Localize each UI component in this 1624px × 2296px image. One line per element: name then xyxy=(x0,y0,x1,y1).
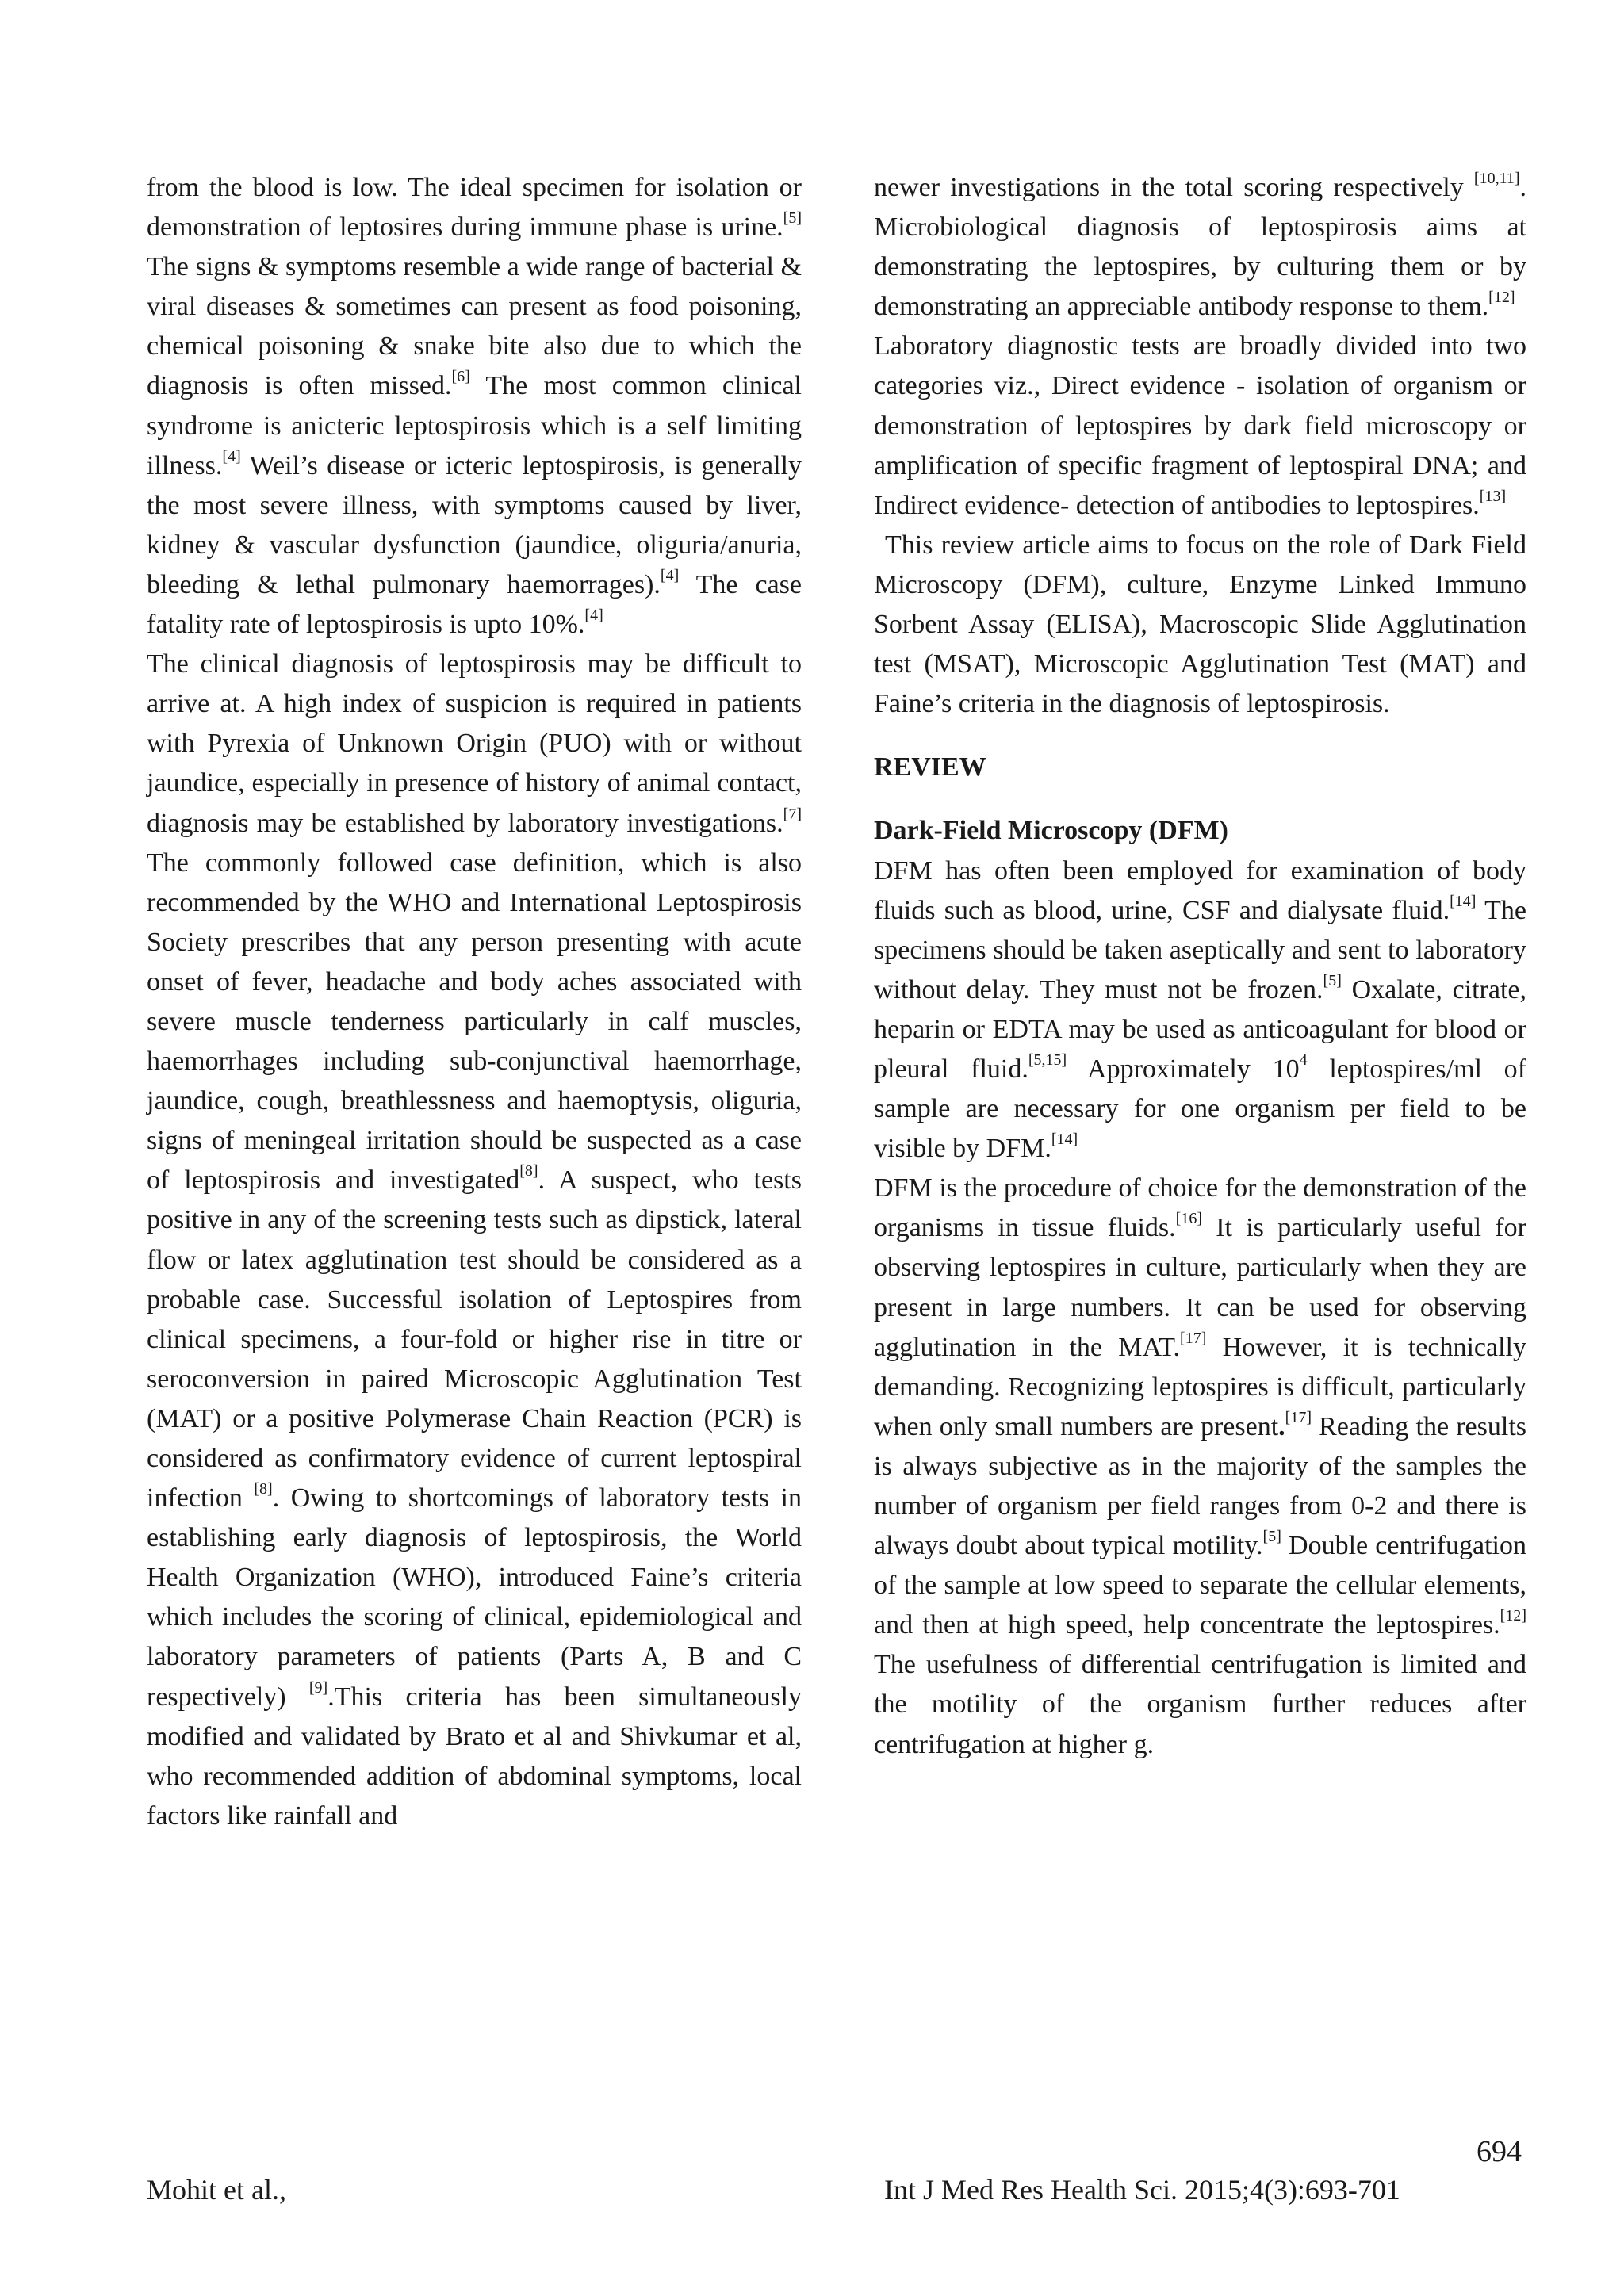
body-text: The most common clinical syndrome is anicteric leptospirosis which is a self limiting illness. xyxy=(147,371,802,480)
body-text: The clinical diagnosis of leptospirosis may be difficult to arrive at. A high index of suspicion is required in patients with Pyrexia of Unknown Origin (PUO) with or without jaundice, especially in presence of history of animal contact, diagnosis may be established by laboratory investigations. xyxy=(147,649,802,838)
citation-ref: [14] xyxy=(1450,892,1477,910)
paragraph xyxy=(147,168,802,645)
citation-ref: [7] xyxy=(783,805,802,823)
body-text: . Microbiological diagnosis of leptospirosis aims at demonstrating the leptospires, by culturing them or by demonstrating an appreciable antibody response to them. xyxy=(874,173,1526,322)
citation-ref: [12] xyxy=(1488,289,1515,307)
citation-ref: [5] xyxy=(783,209,802,228)
body-text: . A suspect, who tests positive in any of the screening tests such as dipstick, lateral flow or latex agglutination test should be considered as a probable case. Successful isolation of Leptospires from clinical specimens, a four-fold or higher rise in titre or seroconversion in paired Microscopic Agglutination Test (MAT) or a positive Polymerase Chain Reaction (PCR) is considered as confirmatory evidence of current leptospiral infection xyxy=(147,1165,802,1513)
bold-period: . xyxy=(1278,1411,1285,1441)
body-text: Weil’s disease or icteric leptospirosis, is generally the most severe illness, with symptoms caused by liver, kidney & vascular dysfunction (jaundice, oliguria/anuria, bleeding & lethal pulmonary haemorrages). xyxy=(147,450,802,599)
right-column xyxy=(874,168,1526,1765)
body-text: Reading the results is always subjective as in the majority of the samples the number of organism per field ranges from 0-2 and there is always doubt about typical motility. xyxy=(874,1411,1526,1561)
citation-ref: [8] xyxy=(254,1480,273,1498)
body-text: The usefulness of differential centrifugation is limited and the motility of the organism further reduces after centrifugation at higher g. xyxy=(874,1650,1526,1759)
paragraph xyxy=(874,327,1526,525)
footer-citation: Int J Med Res Health Sci. 2015;4(3):693-701 xyxy=(884,2174,1400,2206)
body-text: from the blood is low. The ideal specimen for isolation or demonstration of leptosires during immune phase is urine. xyxy=(147,173,802,243)
body-text: Approximately 10 xyxy=(1067,1054,1300,1084)
section-heading-dfm: Dark-Field Microscopy (DFM) xyxy=(874,816,1228,846)
citation-ref: [5,15] xyxy=(1028,1050,1067,1069)
citation-ref: [16] xyxy=(1175,1210,1202,1228)
paragraph: This review article aims to focus on the role of Dark Field Microscopy (DFM), culture, Enzyme Linked Immuno Sorbent Assay (ELISA), Macroscopic Slide Agglutination test (MSAT), Microscopic Agglutination Test (MAT) and Faine’s criteria in the diagnosis of leptospirosis. xyxy=(874,530,1526,719)
paragraph xyxy=(874,1169,1526,1764)
paragraph xyxy=(874,168,1526,327)
body-text: The specimens should be taken aseptically and sent to laboratory without delay. They must not be frozen. xyxy=(874,895,1527,1004)
body-text: The case fatality rate of leptospirosis is upto 10%. xyxy=(147,569,802,640)
body-text: It is particularly useful for observing leptospires in culture, particularly when they are present in large numbers. It can be used for observing agglutination in the MAT. xyxy=(874,1213,1526,1362)
citation-ref: [8] xyxy=(519,1162,538,1181)
citation-ref: [5] xyxy=(1262,1528,1281,1546)
body-text: .This criteria has been simultaneously modified and validated by Brato et al and Shivkumar et al, who recommended addition of abdominal symptoms, local factors like rainfall and xyxy=(147,1682,802,1831)
body-text: However, it is technically demanding. Recognizing leptospires is difficult, particularly when only small numbers are present xyxy=(874,1332,1526,1441)
body-text: Oxalate, citrate, heparin or EDTA may be used as anticoagulant for blood or pleural fluid. xyxy=(874,974,1527,1084)
paragraph xyxy=(147,645,802,1836)
citation-ref: [6] xyxy=(451,368,470,386)
body-text: DFM has often been employed for examination of body fluids such as blood, urine, CSF and dialysate fluid. xyxy=(874,855,1526,925)
citation-ref: [17] xyxy=(1180,1329,1207,1347)
footer-author: Mohit et al., xyxy=(147,2174,286,2206)
paragraph xyxy=(874,851,1526,1169)
citation-ref: [17] xyxy=(1285,1408,1312,1426)
body-text: The signs & symptoms resemble a wide range of bacterial & viral diseases & sometimes can present as food poisoning, chemical poisoning & snake bite also due to which the diagnosis is often missed. xyxy=(147,252,802,401)
page-number: 694 xyxy=(1477,2135,1522,2168)
citation-ref: [4] xyxy=(584,607,603,625)
exponent: 4 xyxy=(1299,1050,1308,1069)
citation-ref: [4] xyxy=(222,447,241,465)
citation-ref: [5] xyxy=(1323,971,1342,989)
body-text: newer investigations in the total scoring respectively xyxy=(874,173,1474,202)
body-text: The commonly followed case definition, which is also recommended by the WHO and International Leptospirosis Society prescribes that any person presenting with acute onset of fever, headache and body aches associated with severe muscle tenderness particularly in calf muscles, haemorrhages including sub-conjunctival haemorrhage, jaundice, cough, breathlessness and haemoptysis, oliguria, signs of meningeal irritation should be suspected as a case of leptospirosis and investigated xyxy=(147,848,802,1196)
body-text: leptospires/ml of sample are necessary for one organism per field to be visible by DFM. xyxy=(874,1054,1527,1164)
citation-ref: [10,11] xyxy=(1473,170,1520,187)
body-text: . Owing to shortcomings of laboratory tests in establishing early diagnosis of leptospirosis, the World Health Organization (WHO), introduced Faine’s criteria which includes the scoring of clinical, epidemiological and laboratory parameters of patients (Parts A, B and C respectively) xyxy=(147,1483,802,1712)
citation-ref: [14] xyxy=(1051,1131,1078,1149)
section-heading-review: REVIEW xyxy=(874,752,986,783)
body-text: Double centrifugation of the sample at low speed to separate the cellular elements, and then at high speed, help concentrate the leptospires. xyxy=(874,1531,1526,1640)
citation-ref: [13] xyxy=(1479,487,1507,505)
citation-ref: [12] xyxy=(1500,1607,1526,1625)
citation-ref: [4] xyxy=(660,566,680,584)
body-text: DFM is the procedure of choice for the demonstration of the organisms in tissue fluids. xyxy=(874,1173,1526,1243)
left-column xyxy=(147,168,802,1836)
body-text: Laboratory diagnostic tests are broadly divided into two categories viz., Direct evidence - isolation of organism or demonstration of leptospires by dark field microscopy or amplification of specific fragment of leptospiral DNA; and Indirect evidence- detection of antibodies to leptospires. xyxy=(874,331,1526,520)
citation-ref: [9] xyxy=(308,1678,328,1697)
